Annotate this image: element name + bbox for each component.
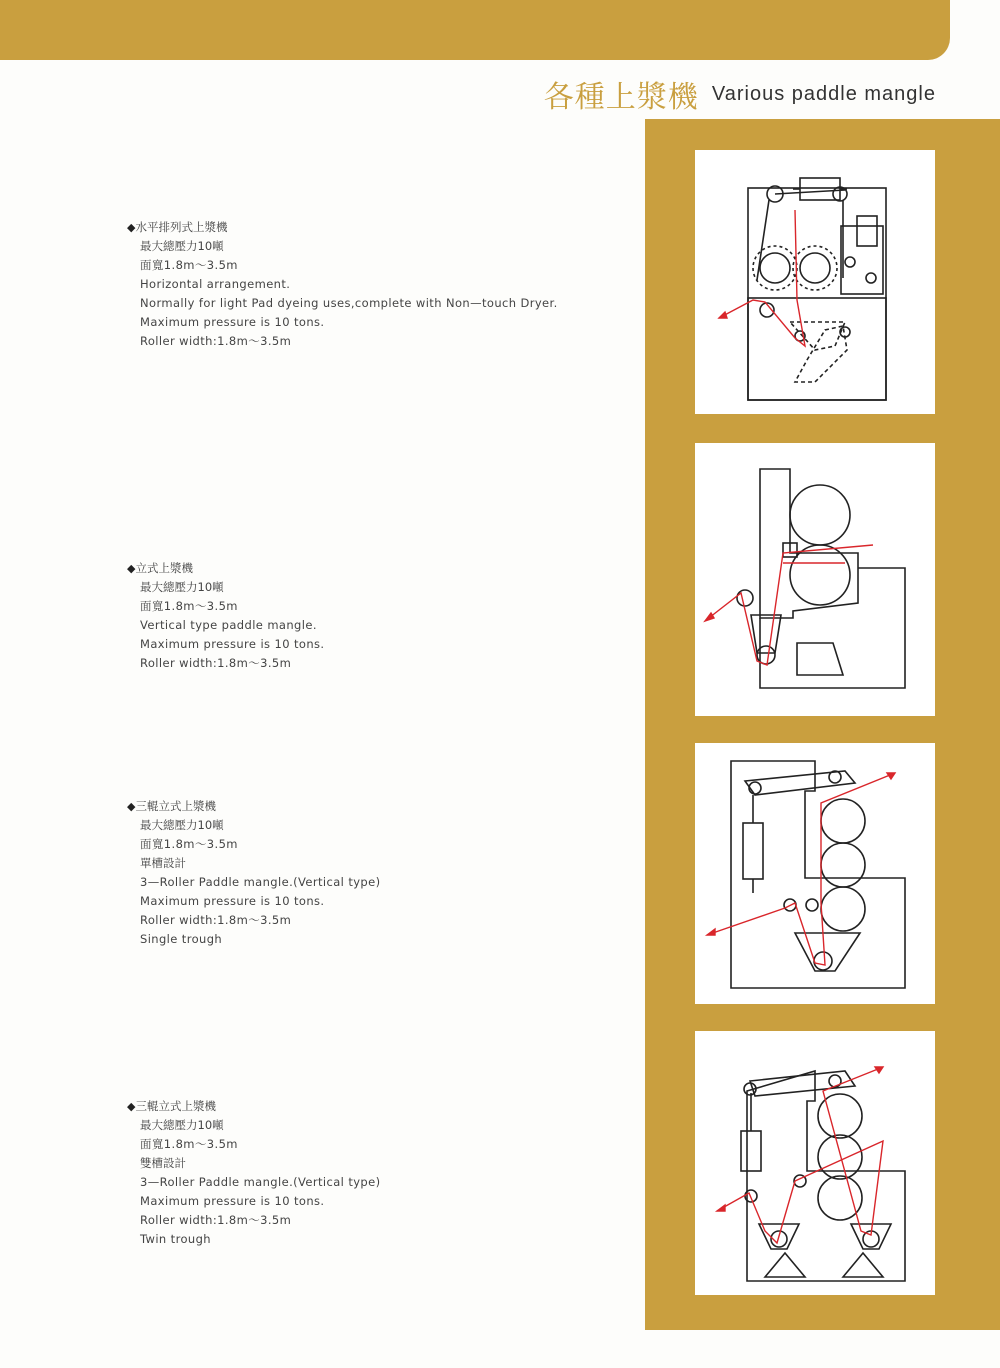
horizontal-mangle-drawing [695,150,935,414]
diagram-3roller-single-trough [695,743,935,1004]
spec-line: 3—Roller Paddle mangle.(Vertical type) [140,875,381,889]
3roller-twin-trough-drawing [695,1031,935,1295]
spec-line: 面寬1.8m～3.5m [140,258,238,272]
diamond-bullet-icon: ◆ [127,1100,136,1113]
spec-line: 最大總壓力10噸 [140,239,224,253]
spec-line: Horizontal arrangement. [140,277,291,291]
spec-vertical-mangle [127,559,324,673]
diagram-vertical-mangle [695,443,935,716]
spec-line: Vertical type paddle mangle. [140,618,317,632]
spec-line: Single trough [140,932,223,946]
spec-title: 水平排列式上漿機 [135,220,228,234]
spec-horizontal-mangle [127,218,558,351]
spec-line: 最大總壓力10噸 [140,580,224,594]
spec-line: Maximum pressure is 10 tons. [140,894,325,908]
spec-line: 最大總壓力10噸 [140,818,224,832]
diamond-bullet-icon: ◆ [127,800,136,813]
3roller-single-trough-drawing [695,743,935,1004]
spec-line: 最大總壓力10噸 [140,1118,224,1132]
spec-line: Twin trough [140,1232,211,1246]
top-color-band [0,0,950,60]
spec-title: 三輥立式上漿機 [135,1099,216,1113]
diamond-bullet-icon: ◆ [127,562,136,575]
spec-line: Roller width:1.8m～3.5m [140,334,292,348]
spec-line: Maximum pressure is 10 tons. [140,315,325,329]
page-title [544,72,936,116]
page-title-chinese: 各種上漿機 [543,80,699,115]
spec-line: 雙槽設計 [140,1156,186,1170]
spec-line: Roller width:1.8m～3.5m [140,656,292,670]
diamond-bullet-icon: ◆ [127,221,136,234]
spec-line: Maximum pressure is 10 tons. [140,1194,325,1208]
diagram-horizontal-mangle [695,150,935,414]
vertical-mangle-drawing [695,443,935,716]
spec-line: Normally for light Pad dyeing uses,complete with Non—touch Dryer. [140,296,558,310]
spec-line: 面寬1.8m～3.5m [140,1137,238,1151]
spec-line: Roller width:1.8m～3.5m [140,1213,292,1227]
spec-line: Roller width:1.8m～3.5m [140,913,292,927]
spec-line: 3—Roller Paddle mangle.(Vertical type) [140,1175,381,1189]
spec-line: Maximum pressure is 10 tons. [140,637,325,651]
diagram-3roller-twin-trough [695,1031,935,1295]
spec-line: 單槽設計 [140,856,186,870]
spec-3roller-twin-trough [127,1097,381,1249]
spec-title: 立式上漿機 [135,561,193,575]
spec-3roller-single-trough [127,797,381,949]
spec-title: 三輥立式上漿機 [135,799,216,813]
spec-line: 面寬1.8m～3.5m [140,837,238,851]
page-title-english: Various paddle mangle [711,82,936,105]
spec-line: 面寬1.8m～3.5m [140,599,238,613]
